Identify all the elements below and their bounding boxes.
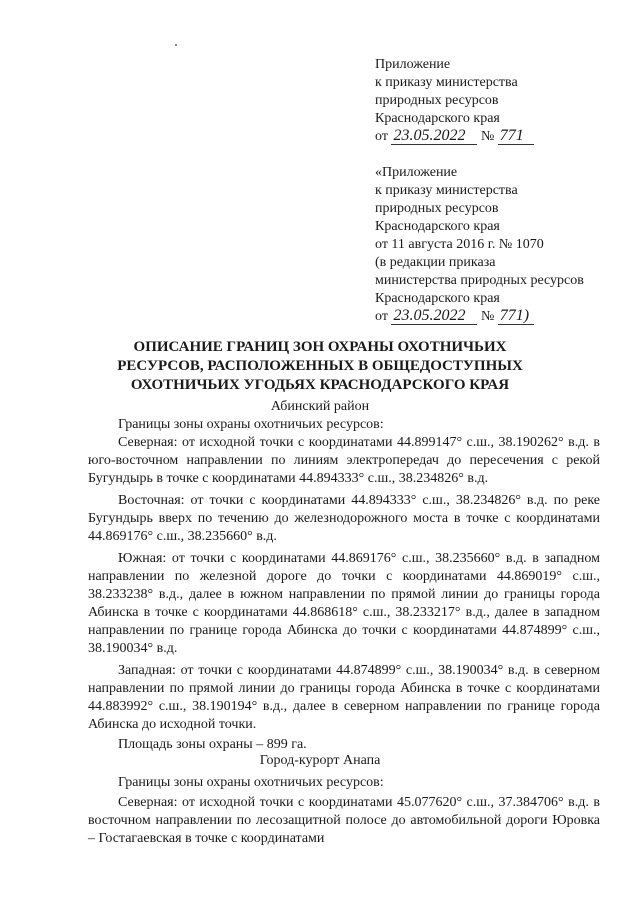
document-title xyxy=(60,338,580,395)
paragraph: Границы зоны охраны охотничьих ресурсов: xyxy=(118,775,384,790)
appendix-line: Краснодарского края xyxy=(375,219,500,234)
appendix-date-line xyxy=(375,128,625,146)
paragraph: Северная: от исходной точки с координатами 45.077620° с.ш., 37.384706° в.д. в восточном направлении по лесозащитной полосе до автомобильной дороги Юровка – Гостагаевская в точке с координатами xyxy=(88,795,600,846)
appendix-line: «Приложение xyxy=(375,165,458,180)
appendix-line: Краснодарского края xyxy=(375,111,500,126)
appendix-line: к приказу министерства xyxy=(375,183,518,198)
number-prefix: № xyxy=(480,309,495,324)
date-prefix: от xyxy=(375,129,388,144)
paragraph: Восточная: от точки с координатами 44.894333° с.ш., 38.234826° в.д. по реке Бугундырь вверх по течению до железнодорожного моста в точке с координатами 44.869176° с.ш., 38.235660° в.д. xyxy=(88,493,600,544)
appendix-line: природных ресурсов xyxy=(375,201,499,216)
handwritten-date: 23.05.2022 xyxy=(391,128,477,145)
district-heading: Абинский район xyxy=(270,399,370,414)
appendix-line: Краснодарского края xyxy=(375,291,500,306)
section-body xyxy=(88,416,600,754)
appendix-date-line xyxy=(375,308,625,326)
paragraph: Северная: от исходной точки с координатами 44.899147° с.ш., 38.190262° в.д. в юго-восточном направлении по линиям электропередач до пересечения с рекой Бугундырь в точке с координатами 44.894333° с.ш., 38.234826° в.д. xyxy=(88,435,600,486)
scan-speck xyxy=(175,44,177,46)
appendix-line: природных ресурсов xyxy=(375,93,499,108)
section-body xyxy=(88,774,600,848)
handwritten-date: 23.05.2022 xyxy=(391,308,477,325)
number-prefix: № xyxy=(480,129,495,144)
title-line: ОПИСАНИЕ ГРАНИЦ ЗОН ОХРАНЫ ОХОТНИЧЬИХ xyxy=(133,339,507,355)
district-heading: Город-курорт Анапа xyxy=(259,753,381,768)
handwritten-number: 771 xyxy=(498,128,534,145)
paragraph: Южная: от точки с координатами 44.869176° с.ш., 38.235660° в.д. в западном направлении по железной дороге до точки с координатами 44.869019° с.ш., 38.233238° в.д., далее в южном направлении по прямой линии до границы города Абинска в точке с координатами 44.868618° с.ш., 38.233217° в.д., далее в западном направлении по границе города Абинска до точки с координатами 44.874899° с.ш., 38.190034° в.д. xyxy=(88,551,600,656)
appendix-line: Приложение xyxy=(375,57,451,72)
appendix-line: от 11 августа 2016 г. № 1070 xyxy=(375,237,544,252)
title-line: ОХОТНИЧЬИХ УГОДЬЯХ КРАСНОДАРСКОГО КРАЯ xyxy=(130,377,510,393)
handwritten-number: 771) xyxy=(498,308,534,325)
appendix-line: (в редакции приказа xyxy=(375,255,496,270)
appendix-header-2 xyxy=(375,164,625,326)
paragraph: Площадь зоны охраны – 899 га. xyxy=(118,737,307,752)
title-line: РЕСУРСОВ, РАСПОЛОЖЕННЫХ В ОБЩЕДОСТУПНЫХ xyxy=(117,358,523,374)
appendix-header-1 xyxy=(375,56,625,146)
appendix-line: к приказу министерства xyxy=(375,75,518,90)
appendix-line: министерства природных ресурсов xyxy=(375,273,584,288)
date-prefix: от xyxy=(375,309,388,324)
paragraph: Границы зоны охраны охотничьих ресурсов: xyxy=(118,417,384,432)
paragraph: Западная: от точки с координатами 44.874899° с.ш., 38.190034° в.д. в северном направлении по прямой линии до границы города Абинска в точке с координатами 44.883992° с.ш., 38.190194° в.д., далее в северном направлении по границе города Абинска до исходной точки. xyxy=(88,663,600,732)
